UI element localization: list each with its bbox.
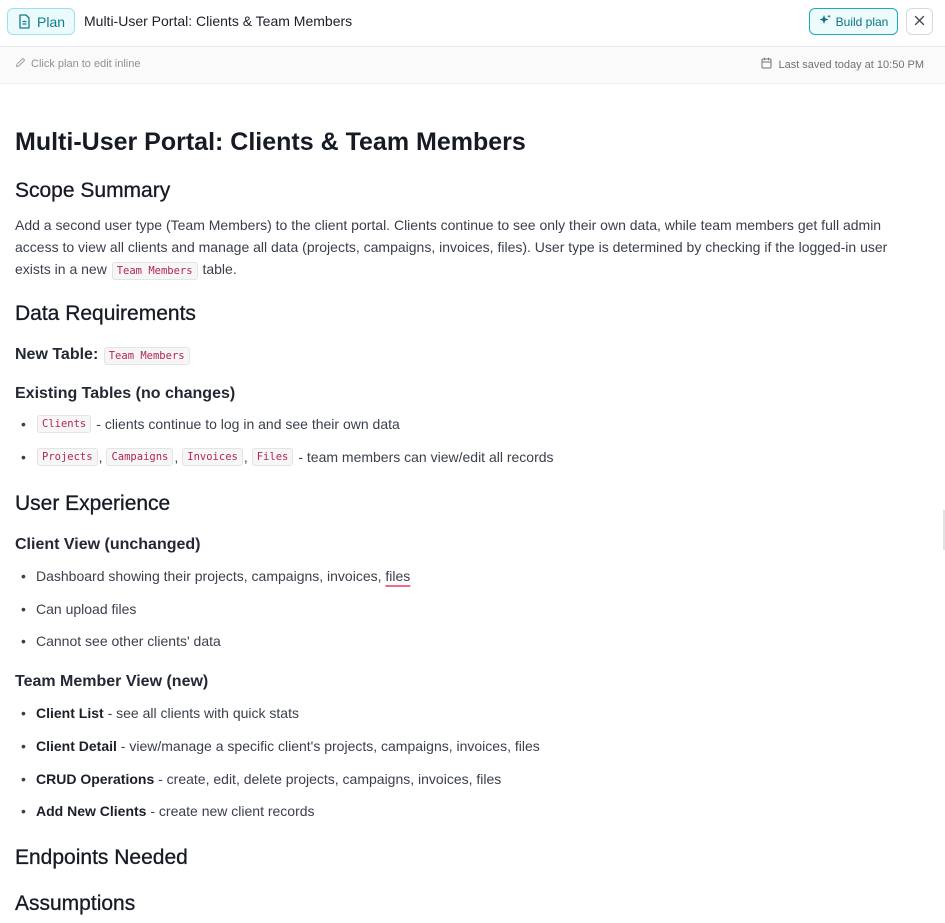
list-item-bold: Client List bbox=[36, 705, 104, 721]
close-icon bbox=[914, 13, 925, 31]
list-item-text: Cannot see other clients' data bbox=[36, 633, 221, 649]
list-item-text: - clients continue to log in and see their own data bbox=[96, 416, 400, 432]
list-item-text: - see all clients with quick stats bbox=[107, 705, 299, 721]
team-member-view-heading: Team Member View (new) bbox=[15, 673, 209, 690]
existing-tables-heading: Existing Tables (no changes) bbox=[15, 385, 236, 402]
projects-code: Projects bbox=[37, 448, 98, 466]
list-item: • Clients - clients continue to log in and see their own data bbox=[21, 416, 400, 432]
list-item: • Dashboard showing their projects, campaigns, invoices, files bbox=[21, 568, 411, 584]
scope-summary-heading: Scope Summary bbox=[15, 179, 171, 202]
list-item: • Cannot see other clients' data bbox=[21, 633, 221, 649]
list-item-text: - create, edit, delete projects, campaigns, invoices, files bbox=[158, 771, 502, 787]
save-status bbox=[761, 57, 924, 72]
edit-hint bbox=[15, 57, 140, 71]
list-item-bold: Add New Clients bbox=[36, 803, 147, 819]
spellcheck-word: files bbox=[385, 568, 411, 584]
list-item-text: Can upload files bbox=[36, 601, 137, 617]
close-button[interactable] bbox=[906, 8, 933, 35]
pencil-icon bbox=[15, 57, 26, 71]
invoices-code: Invoices bbox=[182, 448, 243, 466]
user-experience-heading: User Experience bbox=[15, 492, 171, 515]
list-item-text: - team members can view/edit all records bbox=[298, 449, 554, 465]
list-item: • Projects , Campaigns , Invoices , Files - team members can view/edit all records bbox=[21, 449, 554, 465]
clients-code: Clients bbox=[37, 415, 91, 433]
list-item: • Add New Clients - create new client records bbox=[21, 803, 315, 819]
build-plan-label: Build plan bbox=[835, 14, 889, 29]
top-bar bbox=[0, 0, 945, 47]
new-table-code: Team Members bbox=[104, 347, 190, 365]
new-table-label: New Table: bbox=[15, 346, 99, 363]
document-heading: Multi-User Portal: Clients & Team Members bbox=[15, 128, 526, 156]
list-item-text: Dashboard showing their projects, campaigns, invoices, bbox=[36, 568, 382, 584]
save-status-text: Last saved today at 10:50 PM bbox=[778, 58, 924, 71]
team-members-code: Team Members bbox=[112, 262, 198, 280]
scope-text: Add a second user type (Team Members) to the client portal. Clients continue to see only their own data, while team members get full admin access to view all clients and manage all data (projects, campaigns, invoices, files). User type is determined by checking if the logged-in user exists in a new bbox=[15, 217, 888, 277]
list-item-bold: Client Detail bbox=[36, 738, 117, 754]
plan-badge-label: Plan bbox=[37, 13, 66, 30]
document-title: Multi-User Portal: Clients & Team Members bbox=[84, 13, 353, 29]
list-item: • Can upload files bbox=[21, 601, 137, 617]
list-item-text: - create new client records bbox=[150, 803, 315, 819]
list-item: • Client Detail - view/manage a specific client's projects, campaigns, invoices, files bbox=[21, 738, 540, 754]
scope-text-end: table. bbox=[202, 261, 237, 277]
calendar-icon bbox=[761, 57, 772, 72]
build-plan-button[interactable] bbox=[809, 8, 898, 35]
list-item-text: - view/manage a specific client's projects, campaigns, invoices, files bbox=[120, 738, 540, 754]
assumptions-heading: Assumptions bbox=[15, 892, 136, 915]
client-view-heading: Client View (unchanged) bbox=[15, 536, 201, 553]
list-item: • Client List - see all clients with quick stats bbox=[21, 705, 299, 721]
plan-badge[interactable] bbox=[7, 8, 75, 35]
sparkle-icon bbox=[819, 14, 831, 29]
scope-summary-paragraph bbox=[15, 214, 920, 282]
list-item-bold: CRUD Operations bbox=[36, 771, 155, 787]
list-item: • CRUD Operations - create, edit, delete projects, campaigns, invoices, files bbox=[21, 771, 502, 787]
new-table-heading bbox=[15, 346, 191, 364]
document-icon bbox=[18, 14, 31, 29]
data-requirements-heading: Data Requirements bbox=[15, 302, 196, 325]
edit-hint-text: Click plan to edit inline bbox=[31, 58, 141, 70]
campaigns-code: Campaigns bbox=[106, 448, 173, 466]
endpoints-heading: Endpoints Needed bbox=[15, 846, 188, 869]
edit-status-bar bbox=[0, 47, 945, 84]
files-code: Files bbox=[252, 448, 294, 466]
